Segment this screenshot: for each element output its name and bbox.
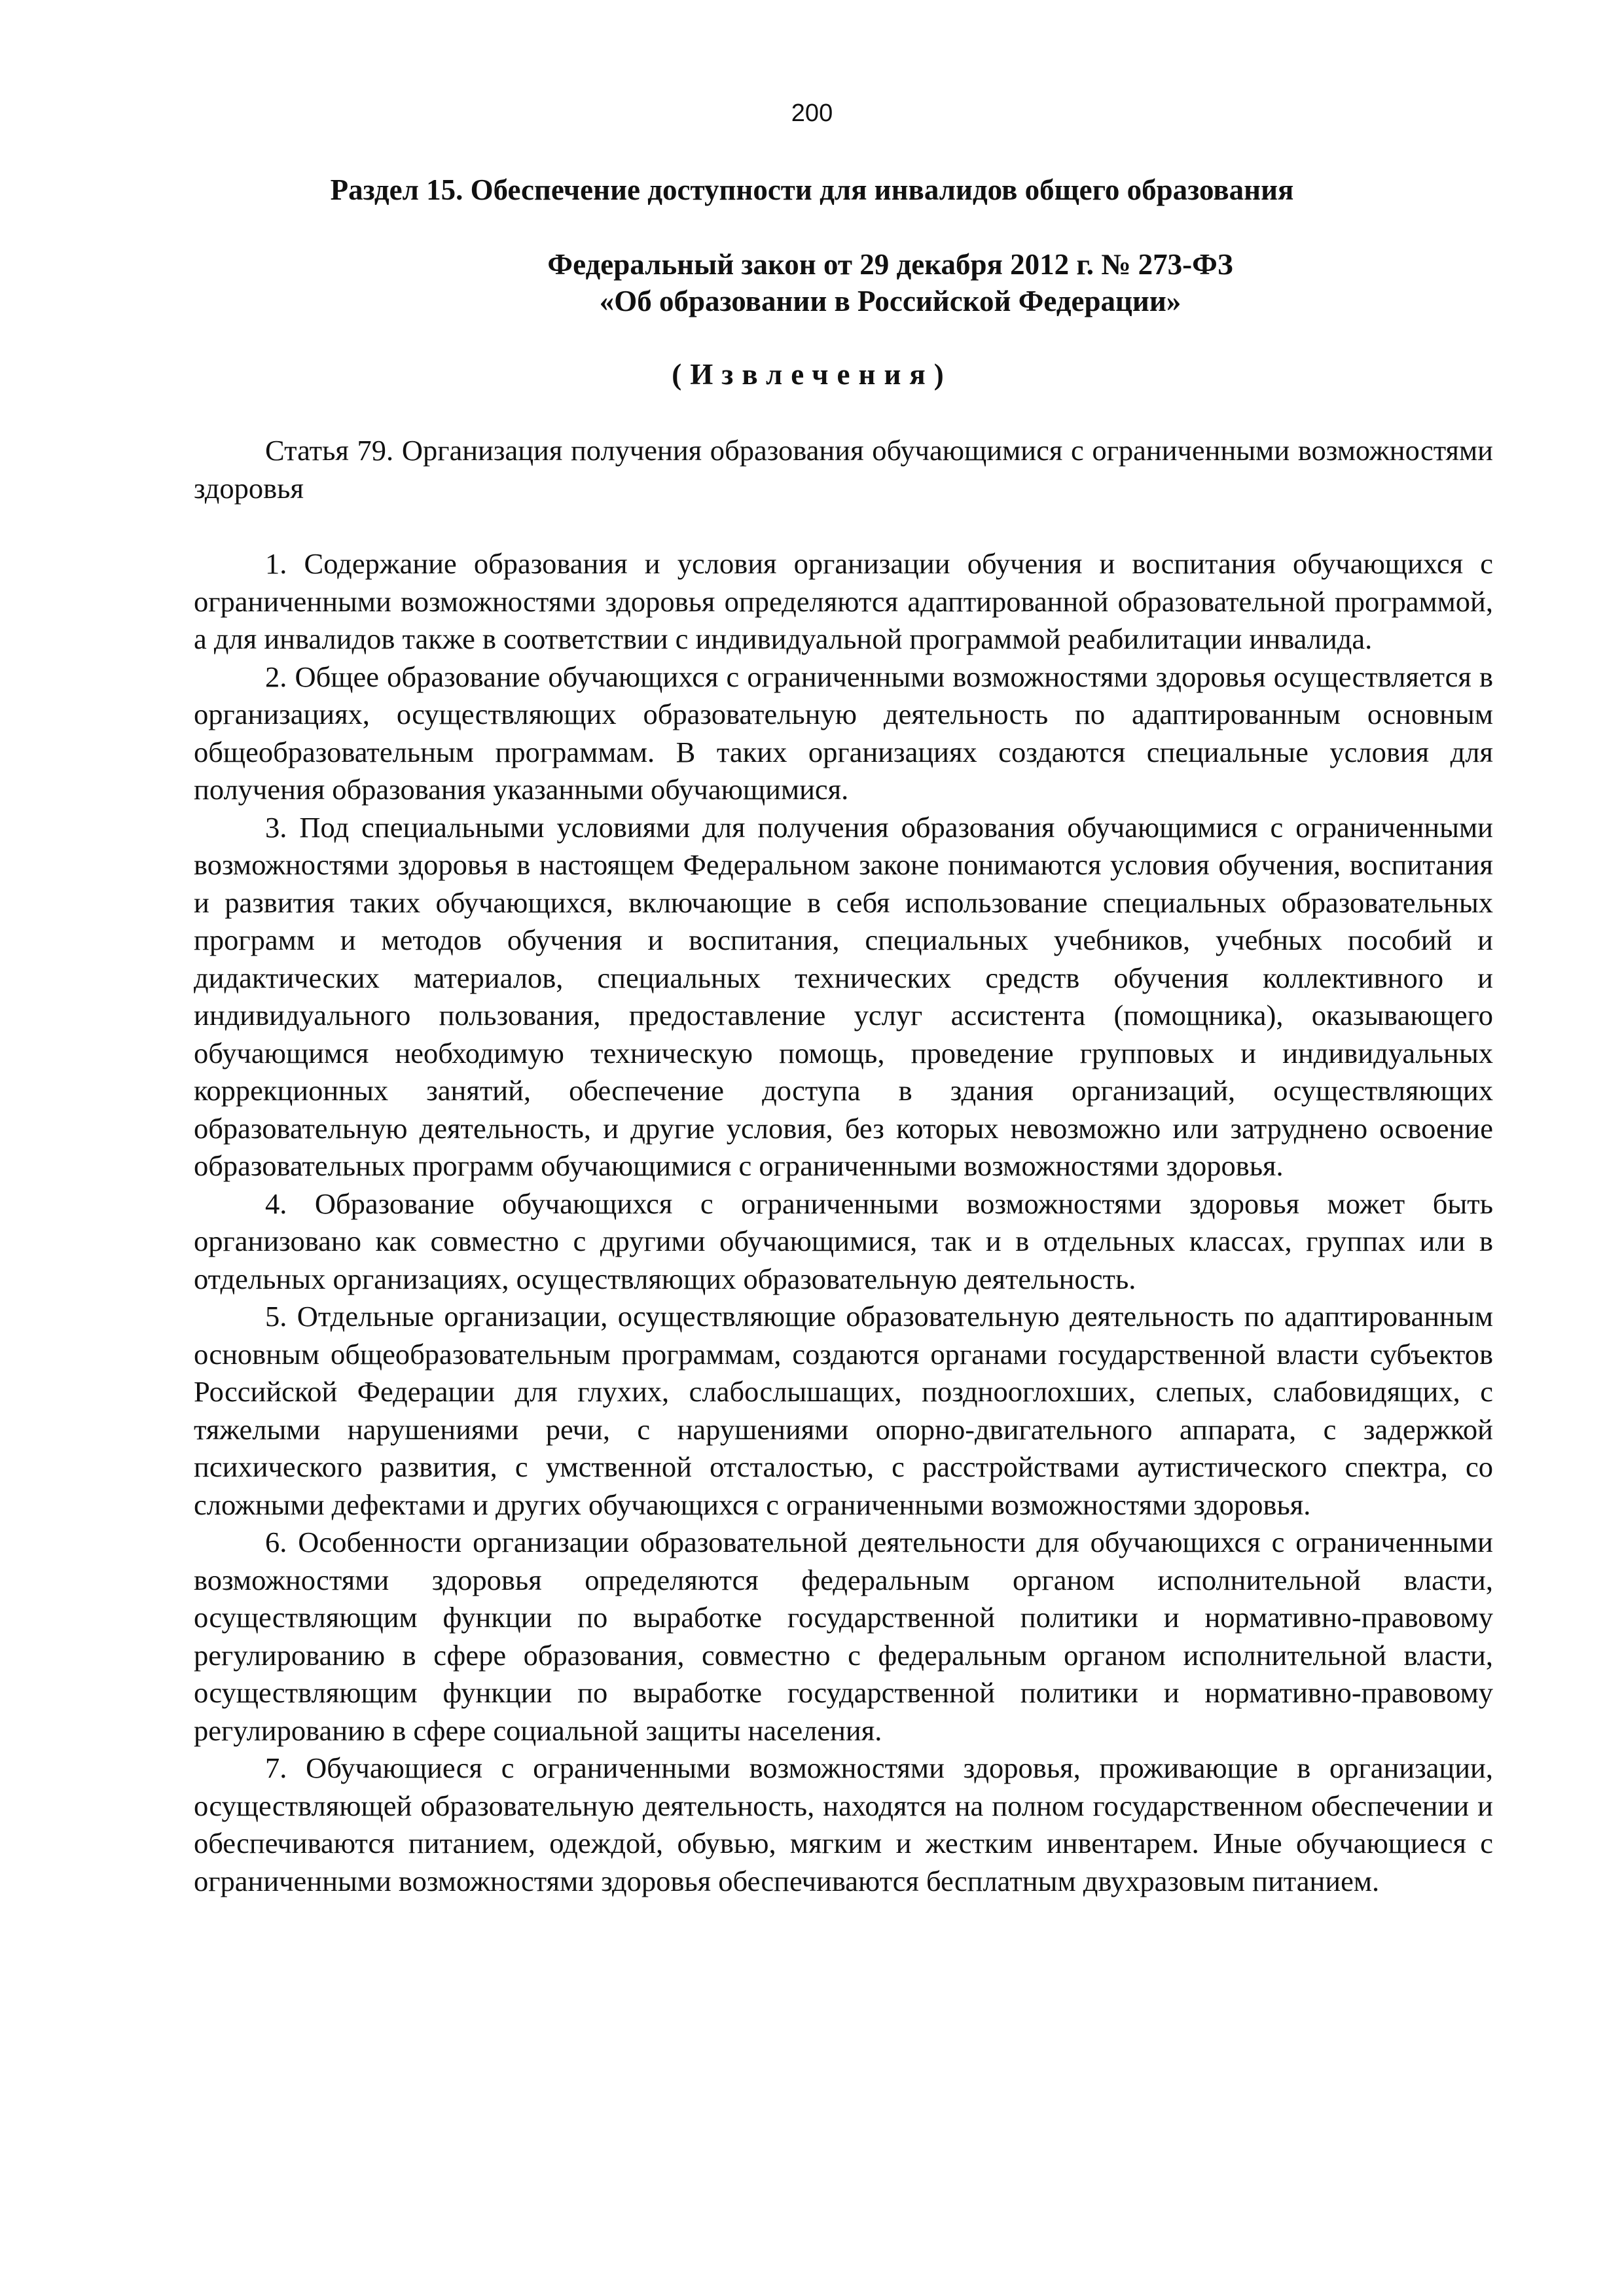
paragraph-4: 4. Образование обучающихся с ограниченными возможностями здоровья может быть организовано как совместно с другими обучающимися, так и в отдельных классах, группах или в отдельных организациях, осуществляющих образовательную деятельность.	[194, 1187, 1493, 1295]
paragraph-2: 2. Общее образование обучающихся с ограниченными возможностями здоровья осуществляется в организациях, осуществляющих образовательную деятельность по адаптированным основным общеобразовательным программам. В таких организациях создаются специальные условия для получения образования указанными обучающимися.	[194, 660, 1493, 806]
article-title: Статья 79. Организация получения образования обучающимися с ограниченными возможностями здоровья	[194, 434, 1493, 505]
paragraph-3: 3. Под специальными условиями для получения образования обучающимися с ограниченными возможностями здоровья в настоящем Федеральном законе понимаются условия обучения, воспитания и развития таких обучающихся, включающие в себя использование специальных образовательных программ и методов обучения и воспитания, специальных учебников, учебных пособий и дидактических материалов, специальных технических средств обучения коллективного и индивидуального пользования, предоставление услуг ассистента (помощника), оказывающего обучающимся необходимую техническую помощь, проведение групповых и индивидуальных коррекционных занятий, обеспечение доступа в здания организаций, осуществляющих образовательную деятельность, и другие условия, без которых невозможно или затруднено освоение образовательных программ обучающимися с ограниченными возможностями здоровья.	[194, 810, 1493, 1182]
paragraph-5: 5. Отдельные организации, осуществляющие образовательную деятельность по адаптированным основным общеобразовательным программам, создаются органами государственной власти субъектов Российской Федерации для глухих, слабослышащих, позднооглохших, слепых, слабовидящих, с тяжелыми нарушениями речи, с нарушениями опорно-двигательного аппарата, с задержкой психического развития, с умственной отсталостью, с расстройствами аутистического спектра, со сложными дефектами и других обучающихся с ограниченными возможностями здоровья.	[194, 1300, 1493, 1521]
paragraph-6: 6. Особенности организации образовательной деятельности для обучающихся с ограниченными возможностями здоровья определяются федеральным органом исполнительной власти, осуществляющим функции по выработке государственной политики и нормативно-правовому регулированию в сфере образования, совместно с федеральным органом исполнительной власти, осуществляющим функции по выработке государственной политики и нормативно-правовому регулированию в сфере социальной защиты населения.	[194, 1526, 1493, 1747]
section-title: Раздел 15. Обеспечение доступности для инвалидов общего образования	[330, 173, 1294, 206]
law-title-line-2: «Об образовании в Российской Федерации»	[599, 285, 1182, 317]
law-title	[497, 246, 1283, 319]
document-body	[194, 432, 1493, 1900]
paragraph-7: 7. Обучающиеся с ограниченными возможностями здоровья, проживающие в организации, осуществляющей образовательную деятельность, находятся на полном государственном обеспечении и обеспечиваются питанием, одеждой, обувью, мягким и жестким инвентарем. Иные обучающиеся с ограниченными возможностями здоровья обеспечиваются бесплатным двухразовым питанием.	[194, 1751, 1493, 1897]
paragraph-1: 1. Содержание образования и условия организации обучения и воспитания обучающихся с ограниченными возможностями здоровья определяются адаптированной образовательной программой, а для инвалидов также в соответствии с индивидуальной программой реабилитации инвалида.	[194, 547, 1493, 655]
extract-label: (Извлечения)	[672, 358, 952, 391]
page-number: 200	[791, 99, 833, 127]
law-title-line-1: Федеральный закон от 29 декабря 2012 г. № 273-ФЗ	[547, 248, 1233, 281]
